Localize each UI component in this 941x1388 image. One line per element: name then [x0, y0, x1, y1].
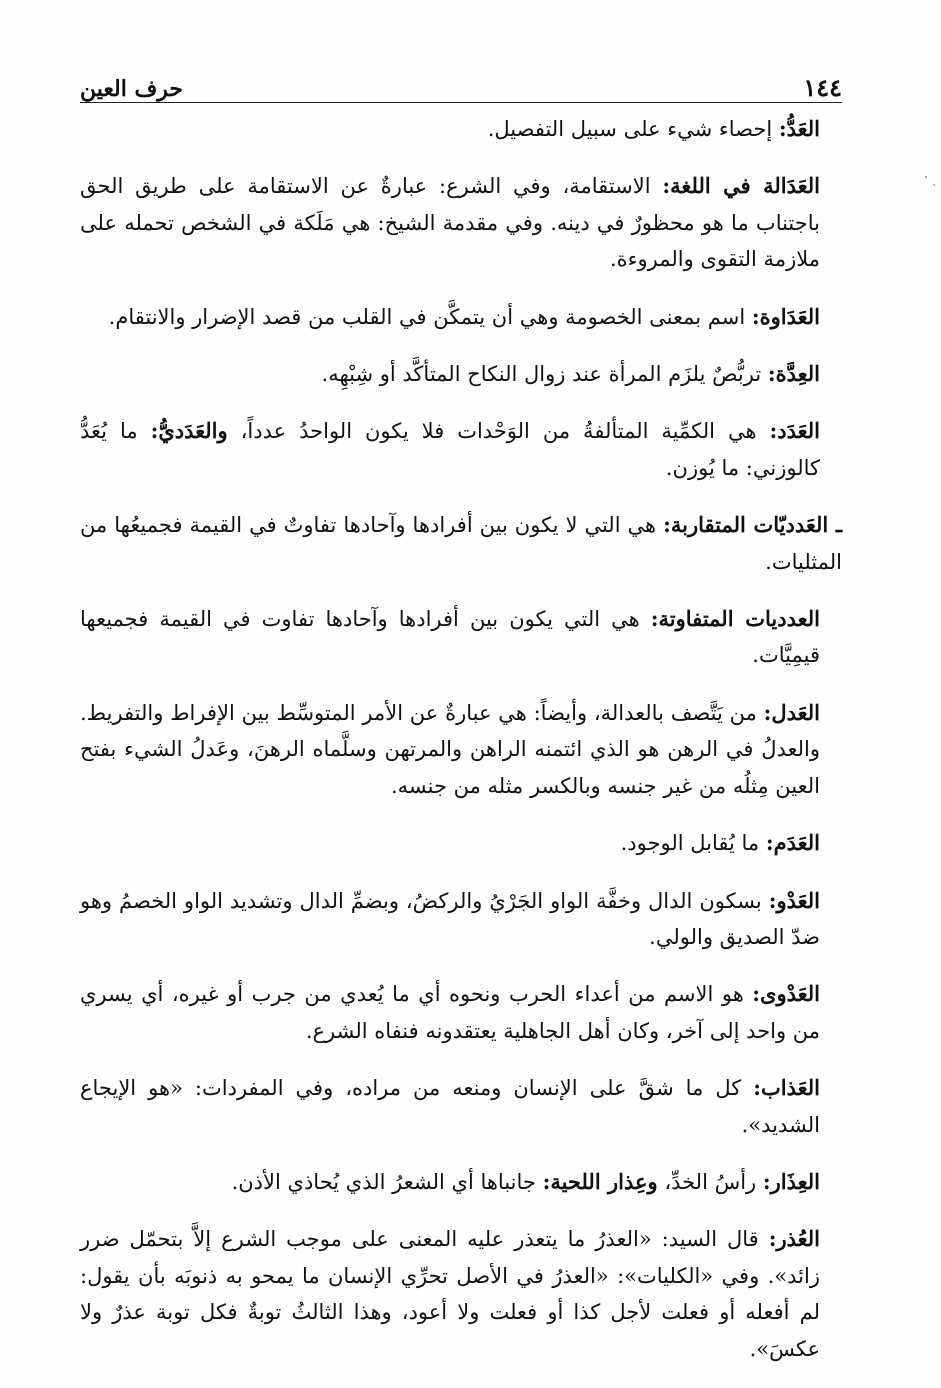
entry-al-adwa — [80, 976, 842, 1049]
entries-list — [80, 111, 842, 1367]
entry-body: الاستقامة، وفي الشرع: عبارةٌ عن الاستقامة على طريق الحق باجتناب ما هو محظورٌ في دينه. وفي مقدمة الشيخ: هي مَلَكة في الشخص تحمله على ملازمة التقوى والمروءة. — [80, 174, 820, 272]
entry-body: قال السيد: «العذرُ ما يتعذر عليه المعنى على موجب الشرع إلاَّ بتحمّل ضرر زائد». وفي «الكليات»: «العذرُ في الأصل تحرِّي الإنسان ما يمحو به ذنوبَه بأن يقول: لم أفعله أو فعلت لأجل كذا أو فعلت ولا أعود، وهذا الثالثُ توبةٌ فكل توبة عذرٌ ولا عكسَ». — [80, 1227, 820, 1361]
entry-body: إحصاء شيء على سبيل التفصيل. — [487, 117, 779, 141]
entry-adadiyyat-mutaqariba — [80, 507, 842, 580]
entry-term: العَدل: — [763, 699, 820, 725]
entry-al-adl — [80, 695, 842, 804]
entry-term: العَدَم: — [765, 830, 820, 856]
entry-body: اسم بمعنى الخصومة وهي أن يتمكَّن في القلب من قصد الإضرار والانتقام. — [108, 304, 752, 329]
scan-speck — [933, 184, 935, 186]
book-page — [80, 56, 842, 1388]
entry-al-adam — [80, 825, 842, 861]
entry-term: العَدَد: — [769, 418, 820, 444]
entry-body: رأسُ الخدِّ، — [657, 1169, 763, 1194]
entry-term: العِذَار: — [762, 1168, 820, 1194]
entry-adadiyyat-mutafawita — [80, 601, 842, 674]
chapter-title: حرف العين — [80, 76, 184, 102]
entry-body: بسكون الدال وخفَّة الواو الجَرْيُ والركضُ، وبضمِّ الدال وتشديد الواو الخصمُ وهو ضدّ الصديق والولي. — [80, 888, 820, 949]
page-header — [80, 56, 842, 103]
entry-term: العَدُّ: — [778, 116, 820, 141]
entry-term: العَدَاوة: — [751, 303, 820, 329]
entry-al-add — [80, 111, 842, 147]
entry-body: تربُّصٌ يلزَم المرأة عند زوال النكاح المتأكَّد أو شِبْهِه. — [321, 362, 768, 387]
entry-term: العُذر: — [768, 1226, 820, 1252]
entry-al-adala — [80, 168, 842, 277]
entry-body: هي التي يكون بين أفرادها وآحادها تفاوت في القيمة فجميعها قيمِيَّات. — [80, 607, 820, 668]
entry-al-idhar — [80, 1164, 842, 1200]
entry-al-adhab — [80, 1070, 842, 1143]
entry-al-idda — [80, 356, 842, 392]
entry-al-adad — [80, 413, 842, 486]
entry-body: هي التي لا يكون بين أفرادها وآحادها تفاوتٌ في القيمة فجميعُها من المثليات. — [80, 513, 842, 574]
entry-body: من يَتَّصف بالعدالة، وأيضاً: هي عبارةٌ عن الأمر المتوسِّط بين الإفراط والتفريط. والعدلُ في الرهن هو الذي ائتمنه الراهن والمرتهن وسلَّماه الرهنَ، وعَدلُ الشيء بفتح العين مِثلُه من غير جنسه وبالكسر مثله من جنسه. — [80, 700, 820, 798]
entry-al-adw — [80, 883, 842, 956]
entry-al-adawa — [80, 299, 842, 335]
entry-term: العَدْوى: — [752, 981, 820, 1007]
entry-body: هو الاسم من أعداء الحرب ونحوه أي ما يُعدي من جرب أو غيره، أي يسري من واحد إلى آخر، وكان أهل الجاهلية يعتقدونه فنفاه الشرع. — [80, 982, 820, 1043]
entry-body: كل ما شقَّ على الإنسان ومنعه من مراده، وفي المفردات: «هو الإيجاع الشديد». — [80, 1076, 820, 1137]
entry-al-udhr — [80, 1221, 842, 1367]
entry-subbody: جانباها أي الشعرُ الذي يُحاذي الأذن. — [231, 1169, 543, 1194]
entry-term: ـ العَدديّات المتقاربة: — [663, 512, 842, 538]
entry-body: هي الكمِّية المتألفةُ من الوَحْدات فلا يكون الواحدُ عدداً، — [227, 419, 770, 444]
entry-term: العَذاب: — [753, 1075, 820, 1101]
entry-term: العِدَّة: — [767, 361, 820, 387]
entry-body: ما يُقابل الوجود. — [620, 831, 766, 856]
entry-term: العدديات المتفاوتة: — [650, 606, 820, 632]
entry-subterm: وعِذار اللحية: — [542, 1168, 658, 1194]
entry-subterm: والعَدَديُّ: — [150, 418, 228, 444]
entry-term: العَدَالة في اللغة: — [662, 173, 820, 199]
page-number: ١٤٤ — [803, 73, 842, 102]
entry-subbody: ما يُعَدُّ كالوزني: ما يُوزن. — [80, 419, 820, 480]
entry-term: العَدْو: — [768, 887, 820, 913]
scan-speck — [925, 176, 927, 178]
